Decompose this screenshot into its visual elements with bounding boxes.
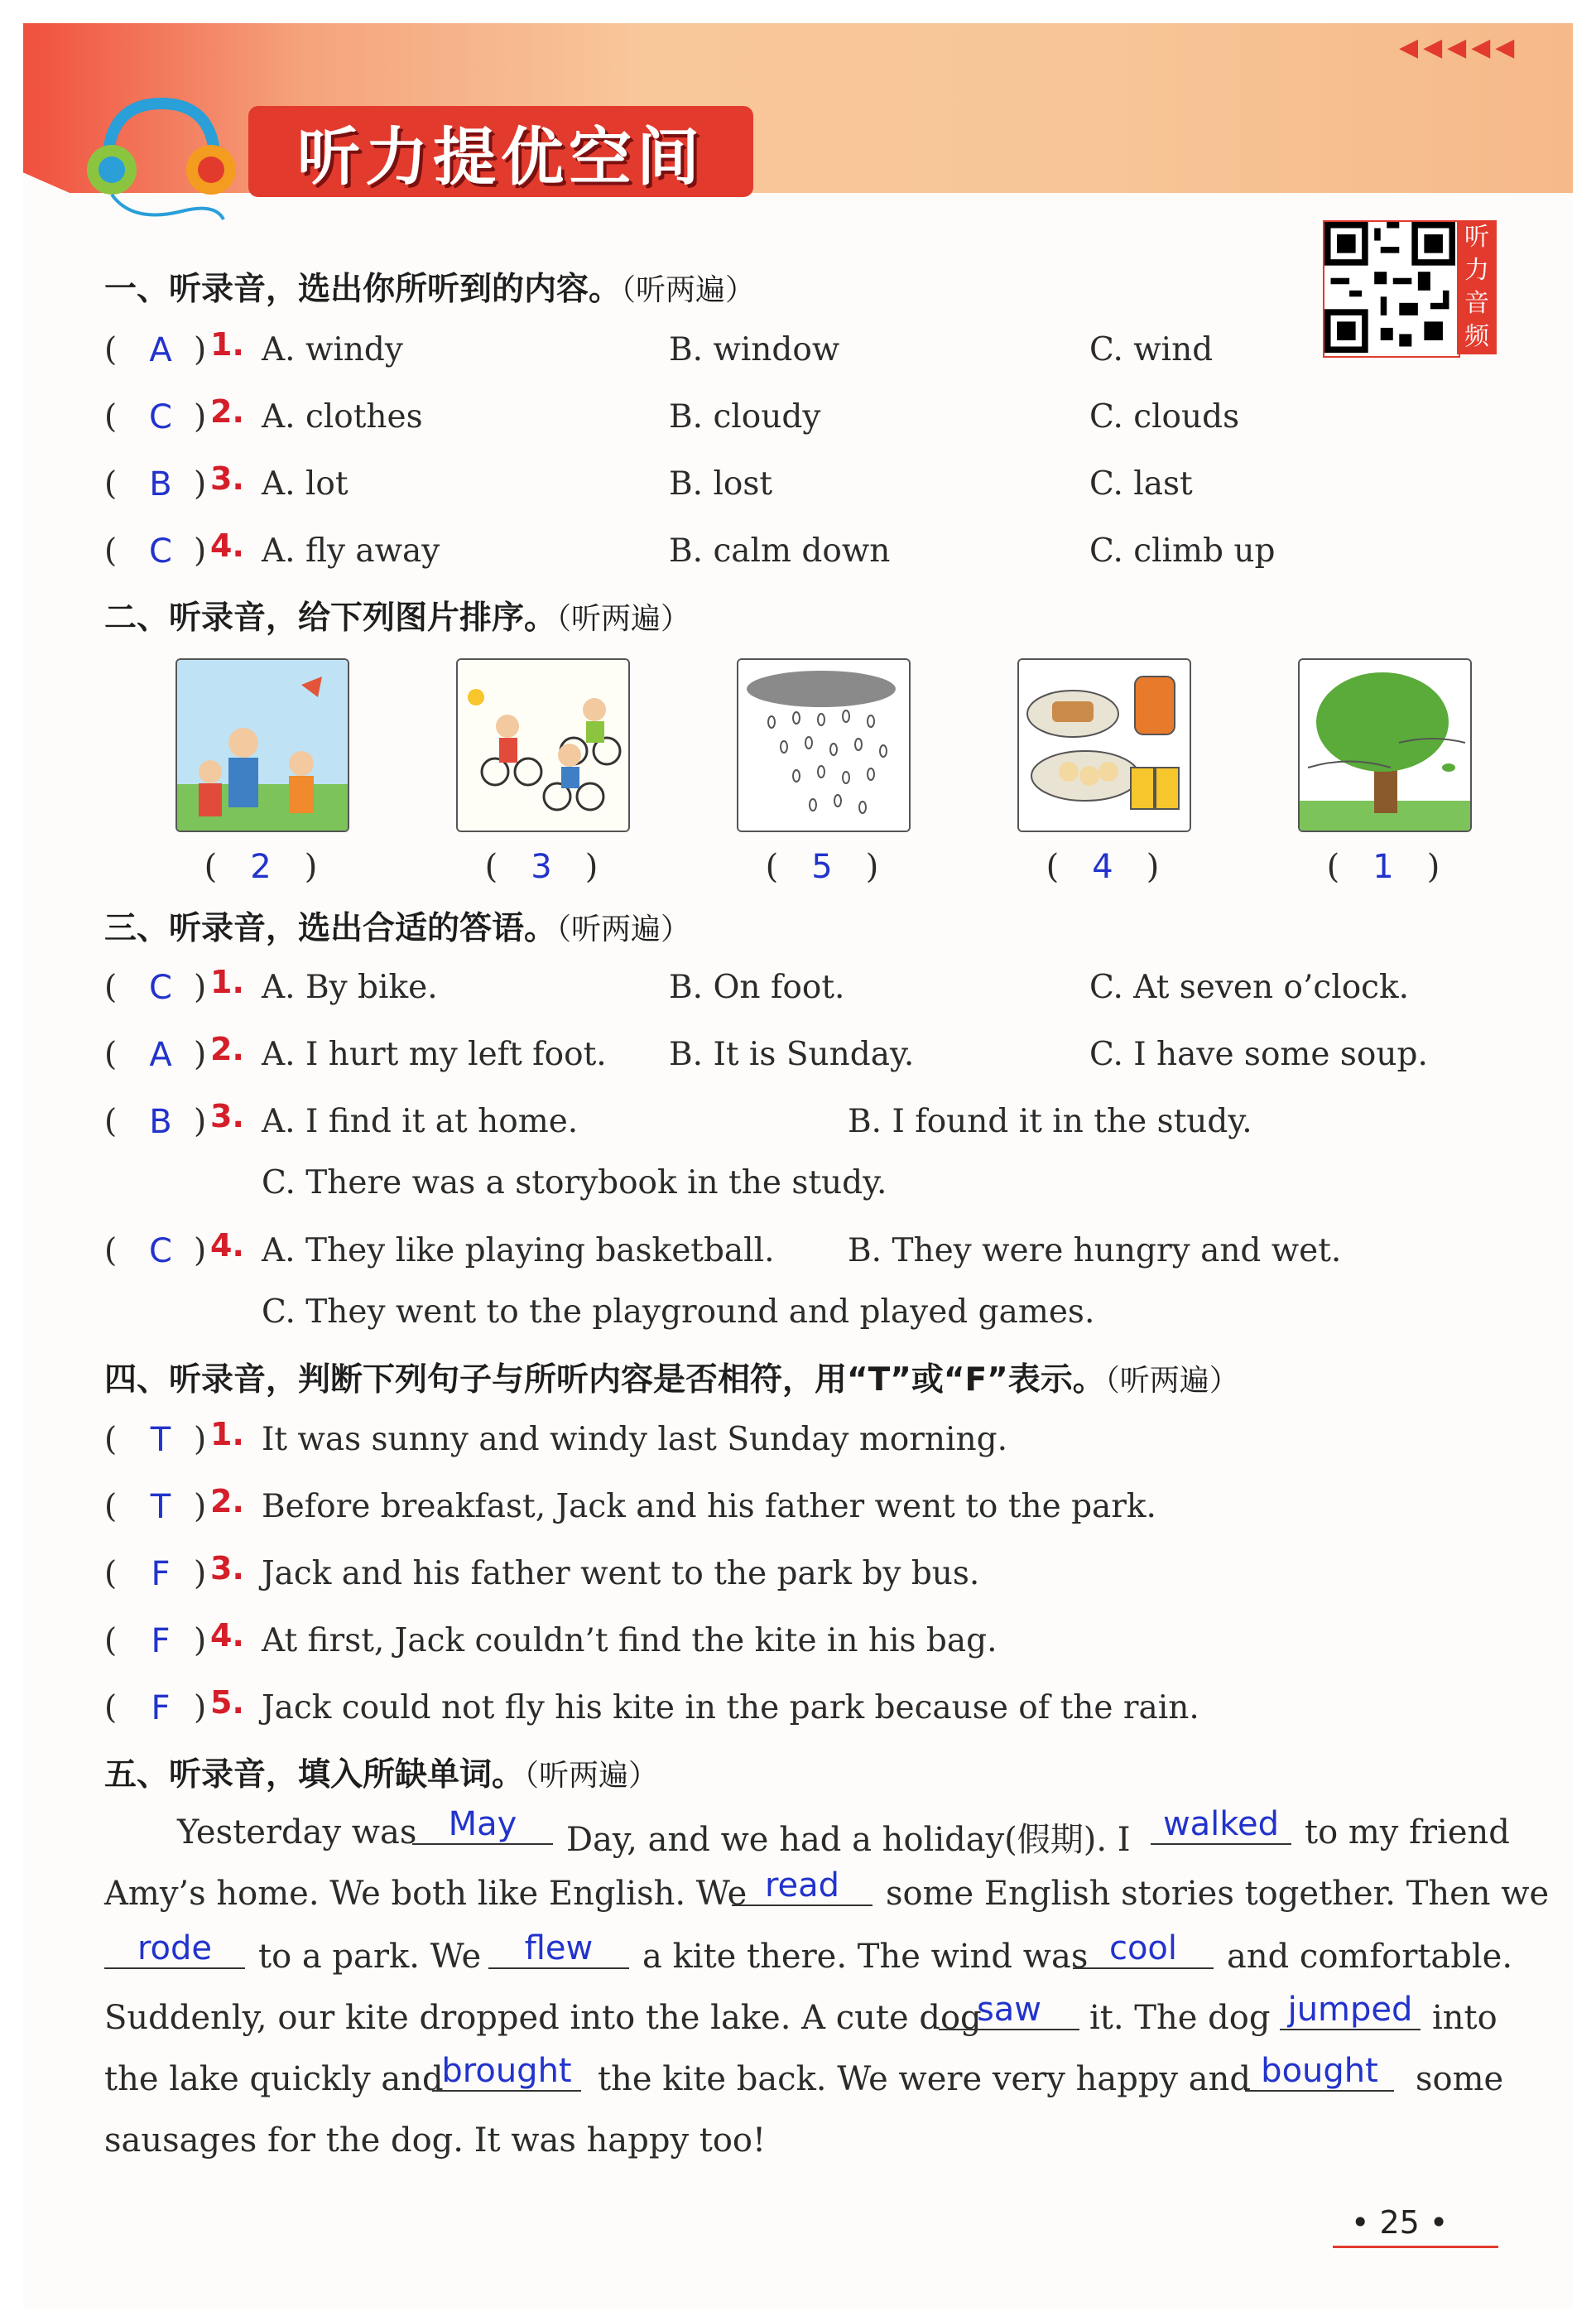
section4-title-text: 四、听录音，判断下列句子与所听内容是否相符，用“T”或“F”表示。 bbox=[104, 1361, 1105, 1399]
passage-text: Yesterday was bbox=[177, 1813, 417, 1852]
answer-field[interactable]: F bbox=[151, 1622, 171, 1660]
answer-field[interactable]: F bbox=[151, 1555, 171, 1593]
passage-text: and comfortable. bbox=[1227, 1938, 1513, 1976]
passage-text: the lake quickly and bbox=[104, 2060, 444, 2098]
answer-field[interactable]: F bbox=[151, 1689, 171, 1727]
section5-note: （听两遍） bbox=[524, 1759, 659, 1793]
rain-cloud-picture bbox=[737, 658, 911, 832]
qr-label-char: 频 bbox=[1464, 322, 1489, 351]
question-number: 2. bbox=[210, 393, 244, 430]
option-c: C. wind bbox=[1089, 331, 1214, 368]
option-a: A. clothes bbox=[262, 398, 423, 436]
question-number: 3. bbox=[210, 1550, 244, 1587]
option-c: C. There was a storybook in the study. bbox=[262, 1164, 887, 1201]
answer-field[interactable]: 5 bbox=[811, 848, 833, 886]
section2-title-text: 二、听录音，给下列图片排序。 bbox=[104, 600, 557, 637]
section4-title bbox=[104, 1354, 1239, 1400]
qr-code-icon[interactable] bbox=[1323, 220, 1460, 358]
option-a: A. I find it at home. bbox=[262, 1103, 579, 1140]
passage-text: to my friend bbox=[1305, 1813, 1510, 1852]
passage-text: some English stories together. Then we bbox=[886, 1875, 1550, 1913]
section2-note: （听两遍） bbox=[556, 602, 691, 636]
answer-field[interactable]: T bbox=[150, 1488, 171, 1526]
answer-field[interactable]: C bbox=[149, 969, 172, 1007]
question-number: 3. bbox=[210, 1098, 244, 1134]
qr-audio-label bbox=[1457, 220, 1497, 354]
answer-field[interactable]: A bbox=[149, 331, 172, 369]
section2-title bbox=[104, 592, 690, 638]
question-number: 2. bbox=[210, 1483, 244, 1519]
option-a: A. They like playing basketball. bbox=[262, 1232, 775, 1269]
fill-blank[interactable]: saw bbox=[939, 1991, 1079, 2030]
statement-text: At first, Jack couldn’t find the kite in his bag. bbox=[262, 1622, 997, 1659]
option-a: A. lot bbox=[262, 465, 349, 503]
answer-field[interactable]: C bbox=[149, 398, 172, 436]
answer-field[interactable]: C bbox=[149, 532, 172, 571]
answer-field[interactable]: C bbox=[149, 1232, 172, 1270]
answer-field[interactable]: T bbox=[150, 1421, 171, 1459]
page-number: • 25 • bbox=[1351, 2204, 1449, 2241]
page-number-underline bbox=[1333, 2246, 1498, 2248]
option-b: B. I found it in the study. bbox=[848, 1103, 1252, 1140]
breakfast-food-picture bbox=[1017, 658, 1191, 832]
passage-text: some bbox=[1416, 2060, 1504, 2098]
question-number: 4. bbox=[210, 1227, 244, 1264]
option-c: C. At seven o’clock. bbox=[1089, 969, 1410, 1006]
pic-answer-2: ( 3 ) bbox=[484, 848, 598, 886]
option-b: B. calm down bbox=[669, 532, 891, 570]
option-a: A. By bike. bbox=[262, 969, 438, 1006]
section4-note: （听两遍） bbox=[1104, 1364, 1239, 1398]
option-b: B. cloudy bbox=[669, 398, 821, 436]
passage-text: sausages for the dog. It was happy too! bbox=[104, 2121, 767, 2160]
fill-blank[interactable]: rode bbox=[104, 1929, 245, 1969]
question-number: 4. bbox=[210, 1617, 244, 1654]
answer-field[interactable]: B bbox=[149, 1103, 172, 1141]
passage-text: a kite there. The wind was bbox=[642, 1938, 1089, 1976]
family-kite-picture bbox=[175, 658, 349, 832]
fill-blank[interactable]: bought bbox=[1245, 2052, 1394, 2092]
section3-note: （听两遍） bbox=[556, 913, 691, 946]
passage-text: into bbox=[1432, 1999, 1497, 2037]
pic-answer-1: ( 2 ) bbox=[204, 848, 318, 886]
question-number: 1. bbox=[210, 326, 244, 363]
question-number: 4. bbox=[210, 527, 244, 564]
option-c: C. I have some soup. bbox=[1089, 1036, 1428, 1073]
question-number: 1. bbox=[210, 1416, 244, 1452]
option-a: A. windy bbox=[262, 331, 403, 368]
answer-field[interactable]: 2 bbox=[250, 848, 272, 886]
section3-title bbox=[104, 903, 690, 949]
option-c: C. They went to the playground and played games. bbox=[262, 1293, 1095, 1331]
headphones-icon bbox=[83, 87, 240, 231]
fill-blank[interactable]: cool bbox=[1073, 1929, 1214, 1969]
passage-text: Suddenly, our kite dropped into the lake. A cute dog bbox=[104, 1999, 982, 2037]
statement-text: Jack and his father went to the park by bus. bbox=[262, 1555, 980, 1592]
statement-text: It was sunny and windy last Sunday morning. bbox=[262, 1421, 1007, 1458]
section5-title bbox=[104, 1749, 658, 1795]
fill-blank[interactable]: read bbox=[732, 1866, 873, 1906]
pic-answer-4: ( 4 ) bbox=[1046, 848, 1160, 886]
option-a: A. I hurt my left foot. bbox=[262, 1036, 607, 1073]
answer-field[interactable]: B bbox=[149, 465, 172, 503]
question-number: 5. bbox=[210, 1684, 244, 1721]
qr-label-char: 听 bbox=[1464, 223, 1489, 252]
option-b: B. window bbox=[669, 331, 840, 368]
option-c: C. last bbox=[1089, 465, 1193, 503]
fill-blank[interactable]: brought bbox=[432, 2052, 581, 2092]
option-c: C. climb up bbox=[1089, 532, 1276, 570]
section1-title bbox=[104, 263, 755, 310]
section3-title-text: 三、听录音，选出合适的答语。 bbox=[104, 910, 557, 947]
qr-label-char: 力 bbox=[1464, 256, 1489, 285]
pic-answer-5: ( 1 ) bbox=[1326, 848, 1440, 886]
answer-field[interactable]: 3 bbox=[531, 848, 552, 886]
answer-field[interactable]: 4 bbox=[1092, 848, 1113, 886]
section5-title-text: 五、听录音，填入所缺单词。 bbox=[104, 1756, 525, 1794]
page-title: 听力提优空间 bbox=[297, 119, 704, 194]
question-number: 3. bbox=[210, 460, 244, 497]
section1-title-text: 一、听录音，选出你所听到的内容。 bbox=[104, 271, 622, 308]
option-b: B. It is Sunday. bbox=[669, 1036, 915, 1073]
statement-text: Jack could not fly his kite in the park because of the rain. bbox=[262, 1689, 1199, 1726]
passage-text: the kite back. We were very happy and bbox=[598, 2060, 1251, 2098]
passage-text: it. The dog bbox=[1089, 1999, 1271, 2037]
qr-label-char: 音 bbox=[1464, 289, 1489, 318]
passage-text: to a park. We bbox=[258, 1938, 482, 1976]
question-number: 2. bbox=[210, 1031, 244, 1067]
option-c: C. clouds bbox=[1089, 398, 1240, 436]
section1-note: （听两遍） bbox=[621, 273, 756, 307]
pic-answer-3: ( 5 ) bbox=[765, 848, 879, 886]
fill-blank[interactable]: flew bbox=[488, 1929, 629, 1969]
header-arrows: ◀◀◀◀◀ bbox=[1399, 33, 1520, 62]
cycling-children-picture bbox=[456, 658, 630, 832]
windy-tree-picture bbox=[1298, 658, 1472, 832]
fill-blank[interactable]: jumped bbox=[1280, 1991, 1421, 2030]
fill-blank[interactable]: walked bbox=[1151, 1805, 1291, 1845]
answer-field[interactable]: 1 bbox=[1372, 848, 1394, 886]
passage-text: Amy’s home. We both like English. We bbox=[104, 1875, 748, 1913]
statement-text: Before breakfast, Jack and his father went to the park. bbox=[262, 1488, 1156, 1525]
question-number: 1. bbox=[210, 964, 244, 1000]
option-b: B. On foot. bbox=[669, 969, 845, 1006]
option-b: B. They were hungry and wet. bbox=[848, 1232, 1342, 1269]
answer-field[interactable]: A bbox=[149, 1036, 172, 1074]
option-a: A. fly away bbox=[262, 532, 440, 570]
fill-blank[interactable]: May bbox=[412, 1805, 553, 1845]
option-b: B. lost bbox=[669, 465, 773, 503]
passage-text: Day, and we had a holiday(假期). I bbox=[566, 1821, 1131, 1859]
